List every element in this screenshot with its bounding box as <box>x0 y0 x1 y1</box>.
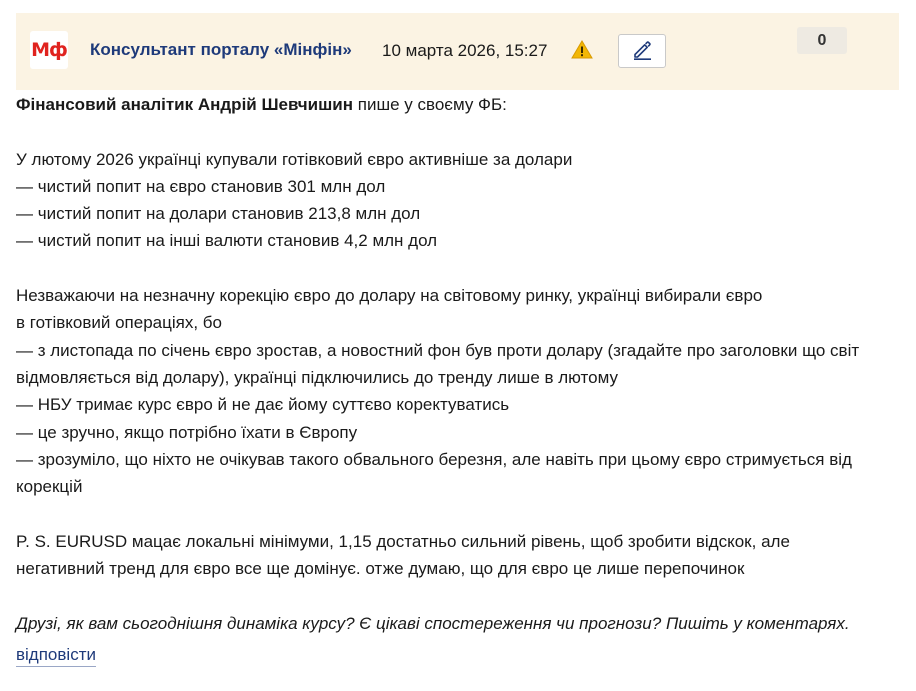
body-line: У лютому 2026 українці купували готівковий євро активніше за долари <box>16 149 573 169</box>
edit-button[interactable] <box>618 34 666 68</box>
body-line: — з листопада по січень євро зростав, а новостний фон був проти долару (згадайте про заголовки що світ відмовляється від долару), українці підключились до тренду лише в лютому <box>16 340 860 387</box>
closing-question: Друзі, як вам сьогоднішня динаміка курсу? Є цікаві спостереження чи прогнози? Пишіть у коментарях. <box>16 613 850 633</box>
ps-line: негативний тренд для євро все ще домінує. отже думаю, що для євро це лише перепочинок <box>16 559 745 579</box>
post-header <box>16 13 899 90</box>
body-line: — НБУ тримає курс євро й не дає йому суттєво коректуватись <box>16 395 510 415</box>
pencil-icon <box>630 37 654 66</box>
body-line: — чистий попит на євро становив 301 млн дол <box>16 176 386 196</box>
ps-line: P. S. EURUSD мацає локальні мінімуми, 1,15 достатньо сильний рівень, щоб зробити відскок, але <box>16 531 790 551</box>
warning-icon[interactable] <box>571 39 593 61</box>
post-body <box>16 91 906 637</box>
reply-link[interactable]: відповісти <box>16 645 96 667</box>
body-line: Незважаючи на незначну корекцію євро до долару на світовому ринку, українці вибирали євро <box>16 286 763 306</box>
body-line: — це зручно, якщо потрібно їхати в Європу <box>16 422 358 442</box>
minfin-logo: Мф <box>30 31 68 69</box>
post-date: 10 марта 2026, 15:27 <box>382 41 548 60</box>
body-line: — чистий попит на долари становив 213,8 млн дол <box>16 204 421 224</box>
body-line: в готівковий операціях, бо <box>16 313 222 333</box>
body-line: — чистий попит на інші валюти становив 4,2 млн дол <box>16 231 438 251</box>
intro-rest: пише у своєму ФБ: <box>353 95 507 114</box>
intro-line <box>16 91 906 118</box>
body-line: — зрозуміло, що ніхто не очікував такого обвального березня, але навіть при цьому євро стримується від корекцій <box>16 449 852 497</box>
comment-counter: 0 <box>797 27 847 54</box>
author-link[interactable]: Консультант порталу «Мінфін» <box>90 40 352 59</box>
intro-bold: Фінансовий аналітик Андрій Шевчишин <box>16 95 354 114</box>
